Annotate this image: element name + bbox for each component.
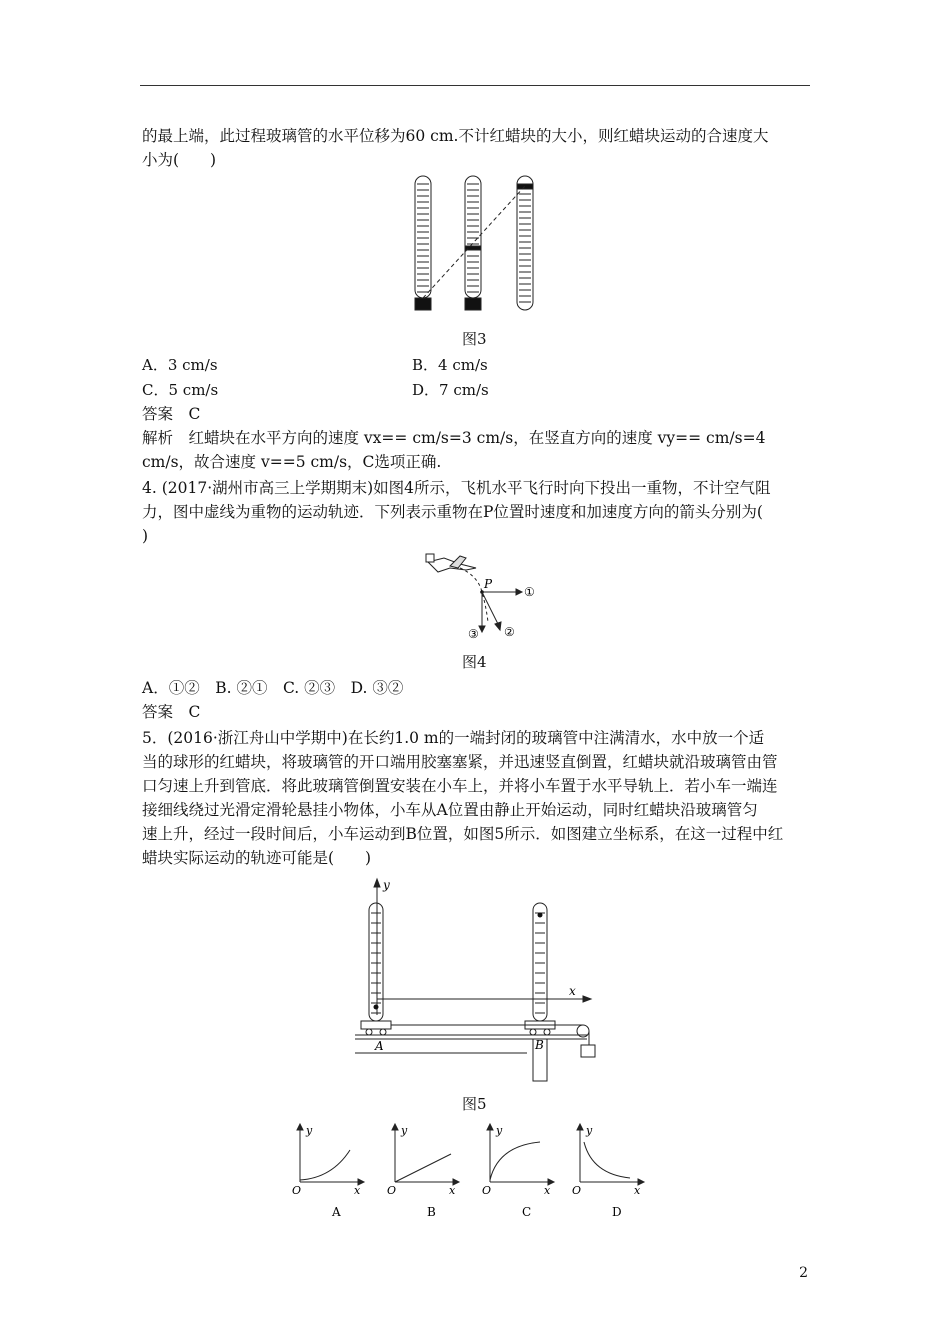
- graph-option-b: [387, 1122, 467, 1222]
- fig5-b-label: B: [535, 1038, 544, 1052]
- tube-1: [415, 176, 431, 310]
- q5-line-3: 口匀速上升到管底．将此玻璃管倒置安装在小车上，并将小车置于水平导轨上．若小车一端连: [142, 777, 778, 795]
- graph-b-label: B: [427, 1205, 436, 1219]
- q4-line-2: 力，图中虚线为重物的运动轨迹．下列表示重物在P位置时速度和加速度方向的箭头分别为(: [142, 503, 763, 521]
- graph-d-curve: [584, 1142, 630, 1178]
- page-number: 2: [799, 1265, 808, 1281]
- graph-c-curve: [490, 1142, 540, 1180]
- intro-line-1: 的最上端，此过程玻璃管的水平位移为60 cm.不计红蜡块的大小，则红蜡块运动的合速度大: [142, 127, 769, 145]
- airplane-icon: [426, 554, 476, 572]
- graph-a-y-label: y: [306, 1124, 313, 1137]
- arrow-2-label: ②: [504, 625, 515, 639]
- graph-a-label: A: [332, 1205, 341, 1219]
- graph-b-y-label: y: [401, 1124, 408, 1137]
- graph-option-d: [572, 1122, 652, 1222]
- graph-b-line: [395, 1154, 451, 1182]
- graph-d-origin-label: O: [572, 1184, 582, 1197]
- fig5-a-label: A: [375, 1039, 384, 1053]
- q3-analysis-line-2: cm/s，故合速度 v==5 cm/s，C选项正确.: [142, 453, 442, 471]
- q5-line-4: 接细线绕过光滑定滑轮悬挂小物体，小车从A位置由静止开始运动，同时红蜡块沿玻璃管匀: [142, 801, 758, 819]
- graph-c-x-label: x: [544, 1184, 551, 1197]
- graph-option-a: [292, 1122, 372, 1222]
- q5-line-6: 蜡块实际运动的轨迹可能是( ): [142, 849, 372, 867]
- q3-option-b: B．4 cm/s: [412, 356, 488, 374]
- q4-line-1: 4. (2017·湖州市高三上学期期末)如图4所示，飞机水平飞行时向下投出一重物，不计空气阻: [142, 479, 771, 497]
- figure-3-caption: 图3: [462, 330, 487, 348]
- figure-3-tubes: [405, 172, 545, 314]
- figure-4-projectile: [420, 548, 540, 644]
- tube-2: [465, 176, 481, 310]
- figure-5-cart-apparatus: [355, 875, 605, 1085]
- graph-d-x-label: x: [634, 1184, 641, 1197]
- graph-c-origin-label: O: [482, 1184, 492, 1197]
- header-rule: [140, 85, 810, 86]
- graph-c-y-label: y: [496, 1124, 503, 1137]
- graph-a-curve: [300, 1150, 350, 1180]
- graph-a-origin-label: O: [292, 1184, 302, 1197]
- intro-line-2: 小为( ): [142, 151, 217, 169]
- q4-answer: 答案 C: [142, 703, 201, 721]
- arrow-3-label: ③: [468, 627, 479, 641]
- figure-4-caption: 图4: [462, 653, 487, 671]
- q3-option-c: C．5 cm/s: [142, 381, 219, 399]
- graph-b-origin-label: O: [387, 1184, 397, 1197]
- graph-d-label: D: [612, 1205, 622, 1219]
- q4-line-3: ): [142, 527, 149, 545]
- graph-a-x-label: x: [354, 1184, 361, 1197]
- figure-5-caption: 图5: [462, 1095, 487, 1113]
- q3-analysis-line-1: 解析 红蜡块在水平方向的速度 vx== cm/s=3 cm/s，在竖直方向的速度 vy== cm/s=4: [142, 429, 766, 447]
- trajectory-dashed: [423, 186, 525, 298]
- graph-b-x-label: x: [449, 1184, 456, 1197]
- arrow-1-label: ①: [524, 585, 535, 599]
- fig5-y-label: y: [383, 878, 390, 892]
- q5-line-2: 当的球形的红蜡块，将玻璃管的开口端用胶塞塞紧，并迅速竖直倒置，红蜡块就沿玻璃管由管: [142, 753, 778, 771]
- point-p-label: P: [484, 577, 493, 591]
- q3-option-d: D．7 cm/s: [412, 381, 489, 399]
- q4-options: A．①② B. ②① C. ②③ D. ③②: [142, 679, 404, 697]
- graph-c-label: C: [522, 1205, 532, 1219]
- tube-3: [517, 176, 533, 310]
- q5-line-1: 5．(2016·浙江舟山中学期中)在长约1.0 m的一端封闭的玻璃管中注满清水，水中放一个适: [142, 729, 765, 747]
- graph-d-y-label: y: [586, 1124, 593, 1137]
- fig5-x-label: x: [569, 984, 576, 998]
- q5-line-5: 速上升，经过一段时间后，小车运动到B位置，如图5所示．如图建立坐标系，在这一过程中红: [142, 825, 784, 843]
- graph-option-c: [482, 1122, 562, 1222]
- q3-option-a: A．3 cm/s: [142, 356, 218, 374]
- q3-answer: 答案 C: [142, 405, 201, 423]
